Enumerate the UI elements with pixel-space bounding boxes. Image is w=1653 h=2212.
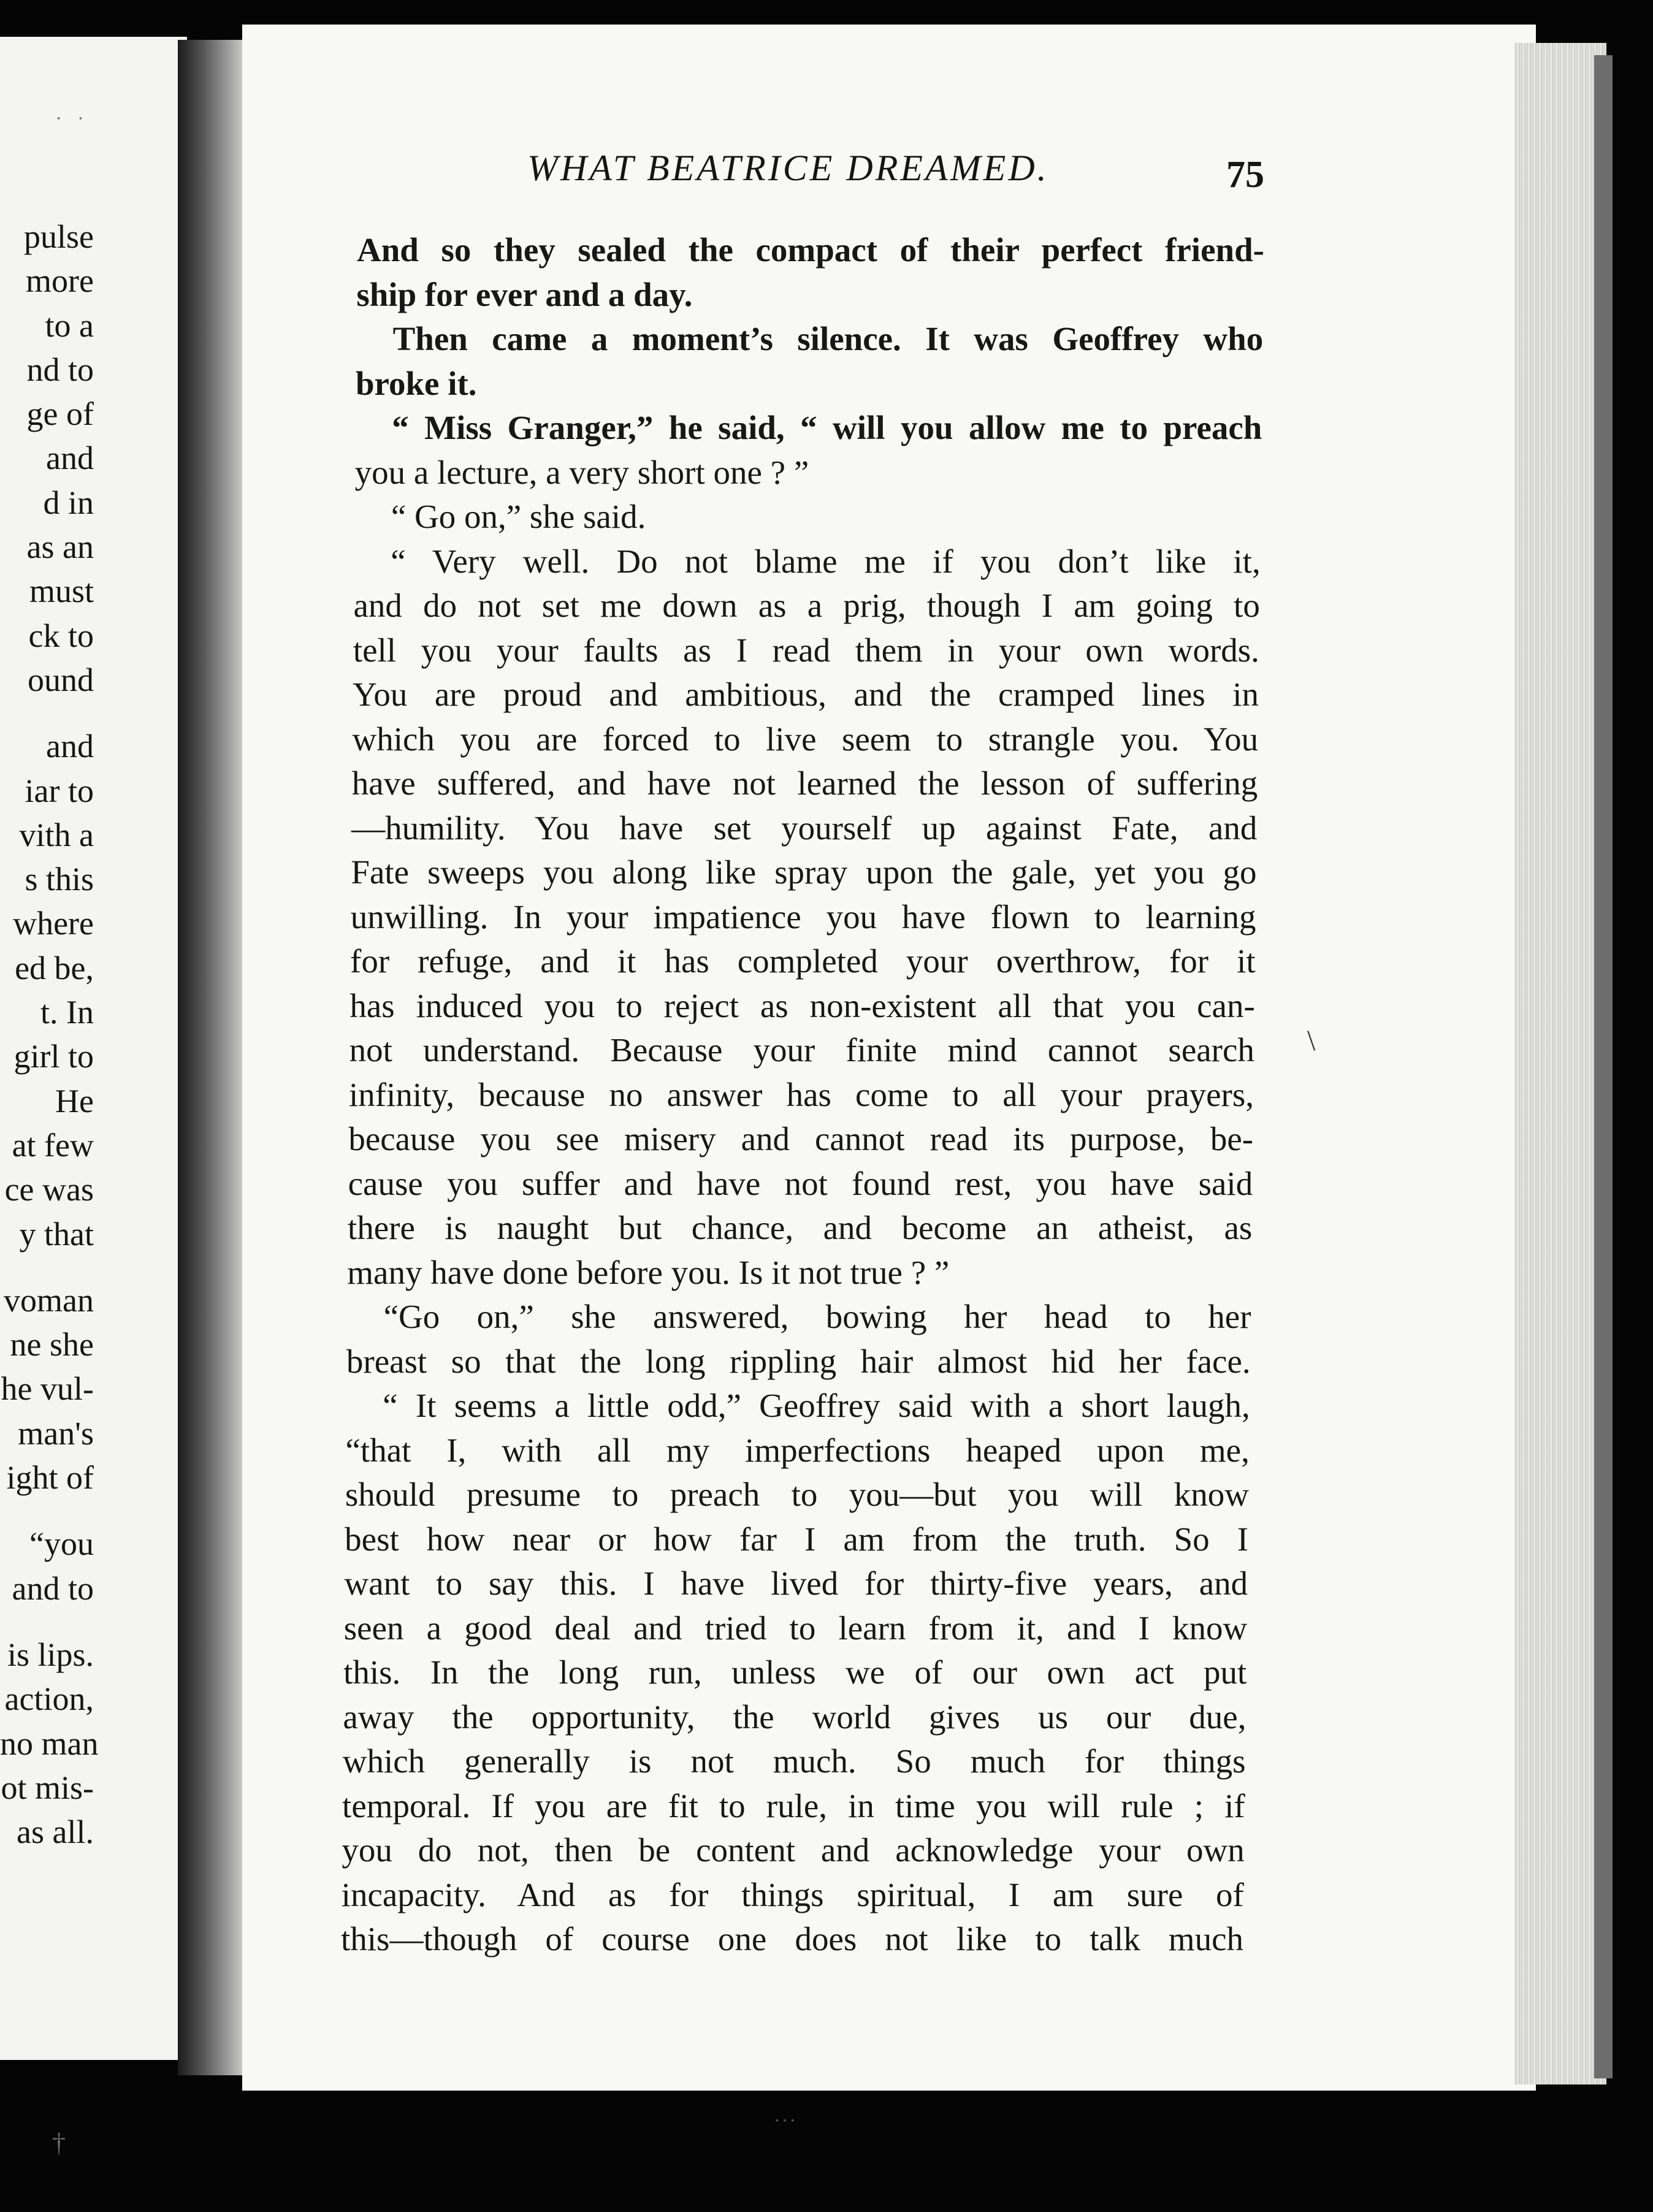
stray-mark: \ bbox=[1307, 1024, 1316, 1057]
left-page-fragment bbox=[0, 1611, 187, 1633]
body-line: unwilling. In your impatience you have flown to learning bbox=[350, 898, 1256, 936]
left-page-marks: · · bbox=[55, 107, 90, 130]
left-page-fragment bbox=[0, 1500, 187, 1522]
body-line: “ Very well. Do not blame me if you don’t like it, bbox=[391, 542, 1261, 580]
left-page-fragment: is lips. bbox=[7, 1636, 94, 1673]
left-page-fragment: d in bbox=[43, 484, 94, 521]
left-page-fragment: “you bbox=[29, 1525, 94, 1563]
page-edges bbox=[1514, 43, 1606, 2084]
left-page-fragment: to a bbox=[45, 307, 94, 344]
left-page-fragment: ed be, bbox=[15, 949, 94, 986]
body-line: breast so that the long rippling hair almost hid her face. bbox=[346, 1342, 1251, 1380]
body-line: not understand. Because your finite mind cannot search bbox=[349, 1031, 1254, 1069]
body-line: Fate sweeps you along like spray upon the gale, yet you go bbox=[351, 853, 1257, 891]
body-line: incapacity. And as for things spiritual, I am sure of bbox=[341, 1875, 1244, 1913]
left-page-fragment: ound bbox=[28, 661, 94, 698]
body-line: ship for ever and a day. bbox=[356, 275, 693, 313]
left-page-fragment: and bbox=[46, 440, 94, 477]
body-line: infinity, because no answer has come to all your prayers, bbox=[349, 1075, 1254, 1113]
bottom-mark: ··· bbox=[774, 2109, 797, 2131]
body-line: there is naught but chance, and become an atheist, as bbox=[347, 1209, 1253, 1246]
body-line: And so they sealed the compact of their perfect friend- bbox=[357, 231, 1264, 269]
left-page-text bbox=[0, 215, 187, 2054]
body-line: tell you your faults as I read them in your own words. bbox=[353, 631, 1259, 669]
body-line: because you see misery and cannot read its purpose, be- bbox=[348, 1120, 1254, 1157]
body-line: you do not, then be content and acknowledge your own bbox=[342, 1831, 1245, 1869]
left-page-fragment: voman bbox=[4, 1281, 94, 1319]
body-line: temporal. If you are fit to rule, in time you will rule ; if bbox=[342, 1787, 1245, 1825]
body-line: seen a good deal and tried to learn from it, and I know bbox=[343, 1609, 1248, 1647]
body-line: “ Miss Granger,” he said, “ will you allow me to preach bbox=[392, 409, 1262, 446]
left-page-fragment: action, bbox=[4, 1680, 94, 1718]
body-line: for refuge, and it has completed your overthrow, for it bbox=[350, 942, 1256, 980]
left-page-fragment: ge of bbox=[26, 395, 94, 433]
left-page-fragment bbox=[0, 1256, 187, 1278]
running-head: WHAT BEATRICE DREAMED. bbox=[527, 148, 1049, 188]
body-line: which you are forced to live seem to strangle you. You bbox=[352, 720, 1259, 758]
left-page-fragment: nd to bbox=[26, 351, 94, 388]
body-line: Then came a moment’s silence. It was Geoffrey who bbox=[392, 320, 1264, 357]
body-line: “that I, with all my imperfections heaped upon me, bbox=[345, 1431, 1250, 1469]
left-page-fragment: vith a bbox=[19, 816, 94, 853]
page-number: 75 bbox=[1226, 154, 1264, 196]
left-page-fragment bbox=[0, 702, 187, 724]
left-page-fragment: no man bbox=[0, 1725, 99, 1762]
body-line: “ Go on,” she said. bbox=[391, 498, 646, 535]
body-line: “Go on,” she answered, bowing her head to her bbox=[383, 1298, 1251, 1335]
body-line: “ It seems a little odd,” Geoffrey said with a short laugh, bbox=[383, 1387, 1250, 1424]
body-line: cause you suffer and have not found rest, you have said bbox=[348, 1164, 1253, 1202]
corner-mark: † bbox=[52, 2128, 66, 2158]
body-line: which generally is not much. So much for things bbox=[342, 1742, 1246, 1780]
body-line: this. In the long run, unless we of our own act put bbox=[343, 1653, 1247, 1691]
body-line: want to say this. I have lived for thirty-five years, and bbox=[344, 1565, 1248, 1602]
left-page-fragment: more bbox=[26, 262, 94, 300]
body-line: and do not set me down as a prig, though I am going to bbox=[353, 587, 1260, 624]
body-line: you a lecture, a very short one ? ” bbox=[354, 453, 809, 491]
left-page-fragment: and to bbox=[12, 1569, 94, 1607]
left-page-fragment: and bbox=[46, 728, 94, 765]
page-edge-shadow bbox=[1594, 55, 1613, 2078]
left-page-fragment: ot mis- bbox=[1, 1769, 94, 1806]
body-line: —humility. You have set yourself up against Fate, and bbox=[351, 809, 1258, 847]
left-page-fragment: at few bbox=[12, 1126, 94, 1164]
book-gutter bbox=[178, 40, 248, 2075]
left-page-fragment: ne she bbox=[10, 1326, 94, 1363]
left-page-fragment: ck to bbox=[28, 617, 94, 654]
body-line: best how near or how far I am from the truth. So I bbox=[345, 1520, 1249, 1558]
left-page-fragment: girl to bbox=[13, 1038, 94, 1075]
left-page-fragment: ce was bbox=[4, 1171, 94, 1208]
left-page-fragment: he vul- bbox=[1, 1370, 94, 1408]
left-page-fragment: iar to bbox=[25, 772, 94, 809]
left-page-fragment: s this bbox=[25, 861, 94, 898]
left-page-fragment: where bbox=[13, 905, 94, 942]
left-page-fragment: y that bbox=[19, 1215, 94, 1253]
body-line: You are proud and ambitious, and the cramped lines in bbox=[353, 676, 1259, 713]
left-page bbox=[0, 37, 187, 2060]
left-page-fragment: pulse bbox=[24, 218, 94, 255]
left-page-fragment: He bbox=[55, 1082, 94, 1119]
left-page-fragment: as all. bbox=[17, 1813, 94, 1851]
body-line: should presume to preach to you—but you will know bbox=[345, 1476, 1249, 1513]
left-page-fragment: t. In bbox=[40, 994, 94, 1031]
body-line: have suffered, and have not learned the lesson of suffering bbox=[351, 765, 1258, 802]
body-line: has induced you to reject as non-existent all that you can- bbox=[349, 986, 1255, 1024]
left-page-fragment: ight of bbox=[6, 1459, 94, 1497]
body-line: many have done before you. Is it not true ? ” bbox=[347, 1253, 950, 1291]
body-line: away the opportunity, the world gives us our due, bbox=[343, 1698, 1246, 1736]
left-page-fragment: as an bbox=[26, 528, 94, 566]
body-line: this—though of course one does not like to talk much bbox=[341, 1920, 1243, 1958]
left-page-fragment: must bbox=[29, 573, 94, 610]
body-line: broke it. bbox=[355, 364, 477, 402]
left-page-fragment: man's bbox=[18, 1414, 94, 1452]
